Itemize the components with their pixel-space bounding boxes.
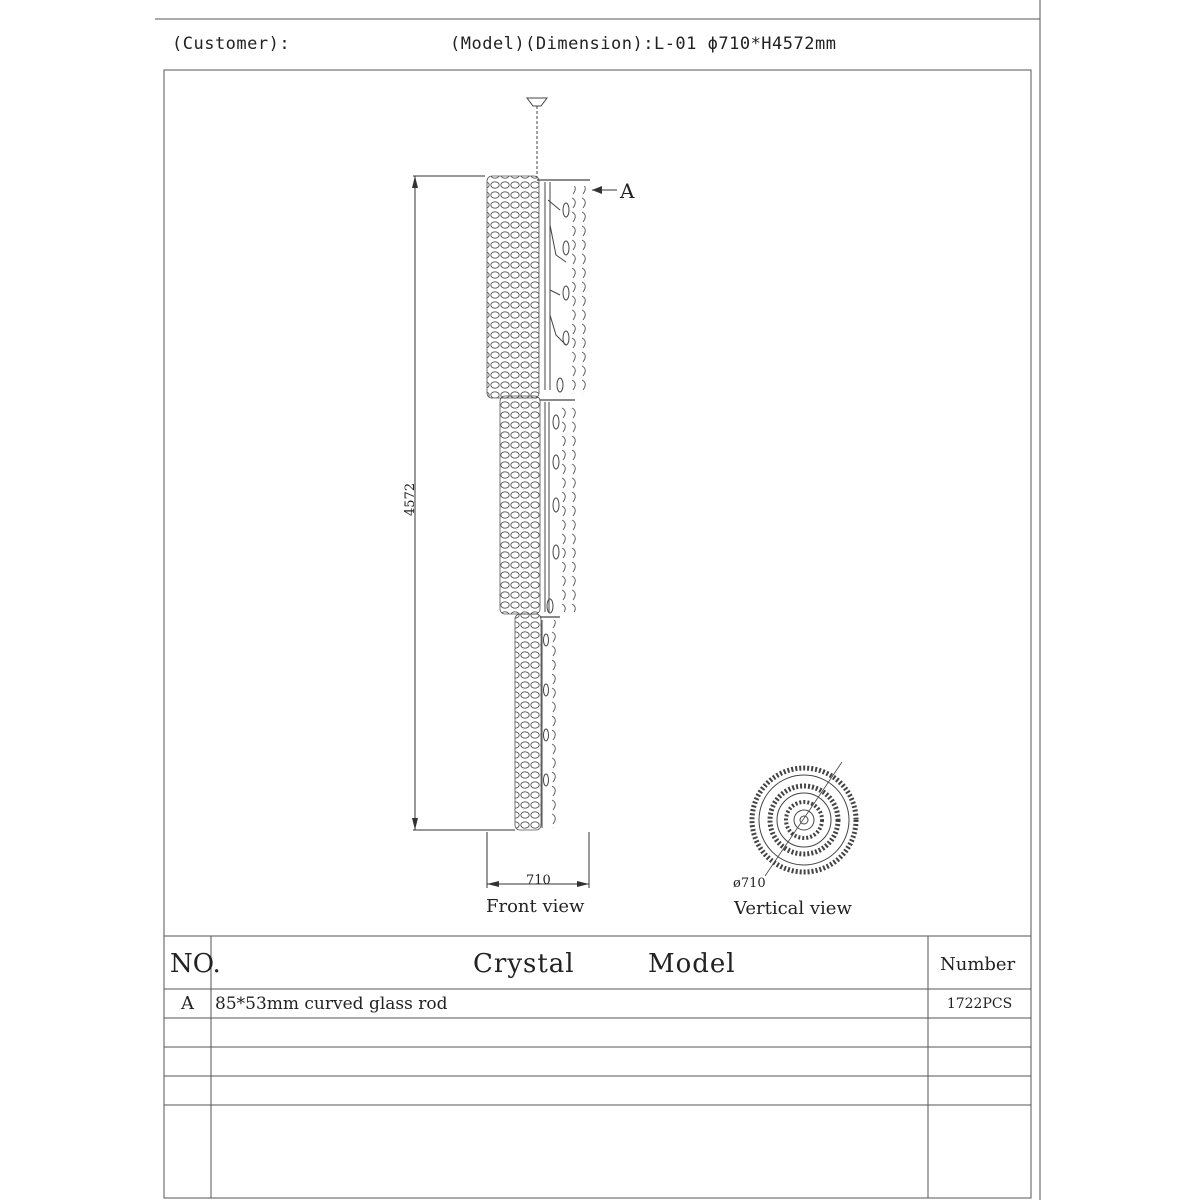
tier-upper <box>487 176 590 398</box>
table-row-1-description: 85*53mm curved glass rod <box>215 993 448 1014</box>
tier-lower <box>515 614 562 830</box>
ceiling-canopy <box>527 98 547 178</box>
table-row-2-number <box>928 1018 1031 1047</box>
table-header-no: NO. <box>170 949 221 979</box>
table-row-1-number: 1722PCS <box>946 995 1013 1012</box>
vertical-view-label: Vertical view <box>734 898 852 919</box>
callout-a-letter: A <box>620 179 635 203</box>
table-row-2-no <box>164 1018 211 1047</box>
front-view-label: Front view <box>486 896 585 917</box>
customer-label: (Customer): <box>172 34 291 54</box>
model-dimension-label: (Model)(Dimension):L-01 ϕ710*H4572mm <box>450 34 837 54</box>
vertical-view-rings <box>752 762 856 876</box>
table-header-crystal: Crystal <box>473 949 575 979</box>
height-dimension-value: 4572 <box>403 482 418 516</box>
table-row-4-number <box>928 1076 1031 1105</box>
table-row-5-number <box>928 1105 1031 1134</box>
callout-a-pointer <box>592 186 617 194</box>
tier-middle <box>500 396 576 614</box>
table-row-3-no <box>164 1047 211 1076</box>
table-header-model: Model <box>648 949 736 979</box>
width-dimension-value: 710 <box>526 873 551 888</box>
table-row-1-no: A <box>181 993 194 1014</box>
table-row-3-number <box>928 1047 1031 1076</box>
table-header-number: Number <box>940 953 1016 975</box>
table-row-5-no <box>164 1105 211 1134</box>
table-row-4-no <box>164 1076 211 1105</box>
vertical-view-diameter: ø710 <box>733 876 766 891</box>
